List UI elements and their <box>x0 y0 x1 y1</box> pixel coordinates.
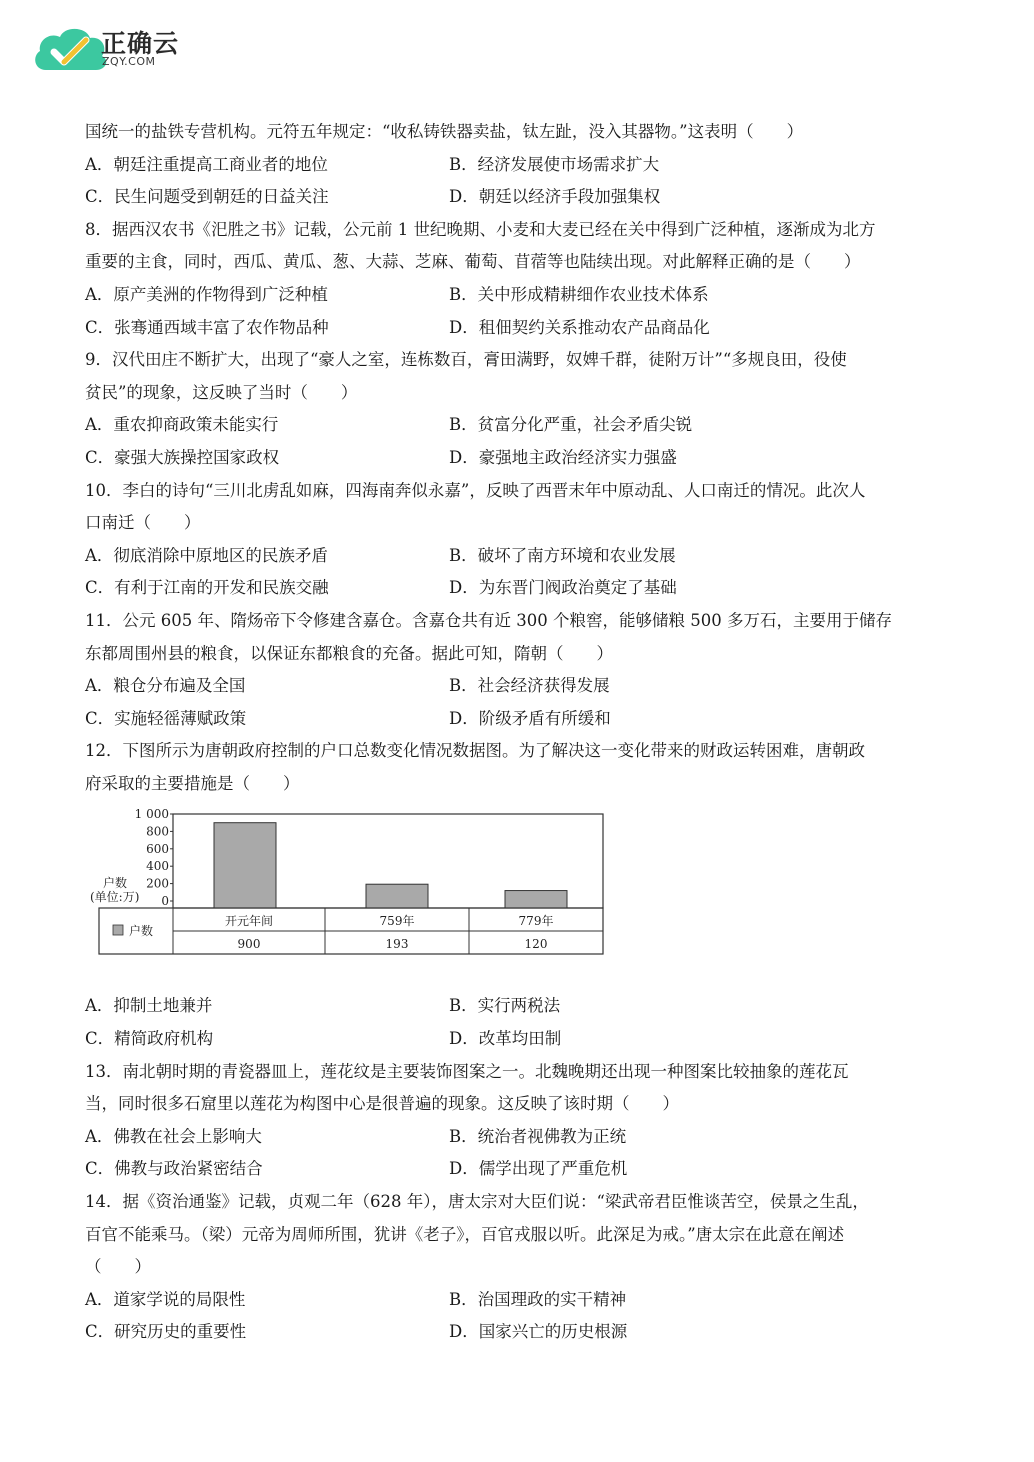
q10-option-b: B．破坏了南方环境和农业发展 <box>449 545 676 565</box>
q8-option-a: A．原产美洲的作物得到广泛种植 <box>85 284 328 304</box>
q10-options-ab <box>85 540 955 573</box>
q13-option-d: D．儒学出现了严重危机 <box>449 1159 628 1179</box>
q7-option-a: A．朝廷注重提高工商业者的地位 <box>85 154 328 174</box>
q12-option-a: A．抑制土地兼并 <box>85 996 213 1016</box>
bar-0 <box>214 823 276 908</box>
q14-option-b: B．治国理政的实干精神 <box>449 1289 627 1309</box>
q12-option-c: C．精简政府机构 <box>85 1029 214 1049</box>
bar-1 <box>366 885 428 909</box>
q8-options-cd <box>85 312 955 345</box>
q12-options-cd <box>85 1023 955 1056</box>
legend-label: 户数 <box>129 924 154 939</box>
q11-stem-line1: 11．公元 605 年、隋炀帝下令修建含嘉仓。含嘉仓共有近 300 个粮窖，能够储粮 500 多万石，主要用于储存 <box>85 610 892 630</box>
value-label: 193 <box>385 937 409 952</box>
q13-option-b: B．统治者视佛教为正统 <box>449 1126 627 1146</box>
q14-option-d: D．国家兴亡的历史根源 <box>449 1322 628 1342</box>
q10-option-a: A．彻底消除中原地区的民族矛盾 <box>85 545 328 565</box>
q12-option-d: D．改革均田制 <box>449 1029 562 1049</box>
q8-stem-line1: 8．据西汉农书《汜胜之书》记载，公元前 1 世纪晚期、小麦和大麦已经在关中得到广泛种植，逐渐成为北方 <box>85 219 876 239</box>
q8-option-c: C．张骞通西域丰富了农作物品种 <box>85 317 329 337</box>
q13-options-cd <box>85 1153 955 1186</box>
q9-option-a: A．重农抑商政策未能实行 <box>85 415 279 435</box>
q11-option-b: B．社会经济获得发展 <box>449 676 610 696</box>
question-content <box>85 116 955 1349</box>
y-axis-label-1: 户数 <box>103 876 128 891</box>
q13-options-ab <box>85 1121 955 1154</box>
brand-domain: ZQY.COM <box>102 55 156 68</box>
q7-options-ab <box>85 149 955 182</box>
y-tick-label: 200 <box>146 877 169 892</box>
bars <box>214 823 567 908</box>
q11-option-a: A．粮仓分布遍及全国 <box>85 676 246 696</box>
q12-option-b: B．实行两税法 <box>449 996 561 1016</box>
q11-option-c: C．实施轻徭薄赋政策 <box>85 708 247 728</box>
q8-option-d: D．租佃契约关系推动农产品商品化 <box>449 317 710 337</box>
q8-options-ab <box>85 279 955 312</box>
q9-stem-line1: 9．汉代田庄不断扩大，出现了“豪人之室，连栋数百，膏田满野，奴婢千群，徒附万计”“多规良田，役使 <box>85 350 847 370</box>
q9-option-d: D．豪强地主政治经济实力强盛 <box>449 447 677 467</box>
category-label: 开元年间 <box>224 914 274 929</box>
q13-stem-line2: 当，同时很多石窟里以莲花为构图中心是很普遍的现象。这反映了该时期（ ） <box>85 1094 679 1114</box>
q7-option-c: C．民生问题受到朝廷的日益关注 <box>85 187 329 207</box>
q14-option-c: C．研究历史的重要性 <box>85 1322 247 1342</box>
q10-option-d: D．为东晋门阀政治奠定了基础 <box>449 578 677 598</box>
q12-stem-line2: 府采取的主要措施是（ ） <box>85 773 300 793</box>
bar-2 <box>505 891 567 908</box>
q12-stem-line1: 12．下图所示为唐朝政府控制的户口总数变化情况数据图。为了解决这一变化带来的财政运转困难，唐朝政 <box>85 741 865 761</box>
q12-options-ab <box>85 990 955 1023</box>
household-chart <box>85 802 625 980</box>
q13-stem-line1: 13．南北朝时期的青瓷器皿上，莲花纹是主要装饰图案之一。北魏晚期还出现一种图案比较抽象的莲花瓦 <box>85 1061 849 1081</box>
q14-stem-line2: 百官不能乘马。（梁）元帝为周师所围，犹讲《老子》，百官戎服以听。此深足为戒。”唐太宗在此意在阐述 <box>85 1224 845 1244</box>
q10-stem-line1: 10．李白的诗句“三川北虏乱如麻，四海南奔似永嘉”，反映了西晋末年中原动乱、人口南迁的情况。此次人 <box>85 480 866 500</box>
q14-option-a: A．道家学说的局限性 <box>85 1289 246 1309</box>
y-tick-label: 800 <box>146 824 169 839</box>
value-label: 900 <box>237 937 261 952</box>
category-label: 779年 <box>518 914 554 929</box>
q13-option-c: C．佛教与政治紧密结合 <box>85 1159 263 1179</box>
y-tick-label: 600 <box>146 842 169 857</box>
brand-name: 正确云 <box>101 29 180 58</box>
table-cells <box>225 913 553 951</box>
q9-option-b: B．贫富分化严重，社会矛盾尖锐 <box>449 415 693 435</box>
household-bar-chart <box>85 802 625 980</box>
q14-options-ab <box>85 1284 955 1317</box>
q8-option-b: B．关中形成精耕细作农业技术体系 <box>449 284 709 304</box>
q11-options-cd <box>85 703 955 736</box>
q9-options-cd <box>85 442 955 475</box>
y-axis-ticks <box>135 807 173 908</box>
q11-stem-line2: 东都周围州县的粮食，以保证东都粮食的充备。据此可知，隋朝（ ） <box>85 643 613 663</box>
q13-option-a: A．佛教在社会上影响大 <box>85 1126 262 1146</box>
y-tick-label: 400 <box>146 859 169 874</box>
q8-stem-line2: 重要的主食，同时，西瓜、黄瓜、葱、大蒜、芝麻、葡萄、苜蓿等也陆续出现。对此解释正确的是（ ） <box>85 252 861 272</box>
q10-option-c: C．有利于江南的开发和民族交融 <box>85 578 329 598</box>
q14-stem-line3: （ ） <box>85 1257 151 1277</box>
q10-options-cd <box>85 572 955 605</box>
y-tick-label: 1 000 <box>134 807 169 822</box>
q10-stem-line2: 口南迁（ ） <box>85 513 201 533</box>
q7-stem: 国统一的盐铁专营机构。元符五年规定：“收私铸铁器卖盐，钛左趾，没入其器物。”这表明（ ） <box>85 122 804 141</box>
value-label: 120 <box>524 937 548 952</box>
y-tick-label: 0 <box>161 894 169 909</box>
q9-options-ab <box>85 409 955 442</box>
y-axis-label-2: (单位:万) <box>90 890 140 905</box>
q11-options-ab <box>85 670 955 703</box>
q7-options-cd <box>85 181 955 214</box>
q14-options-cd <box>85 1316 955 1349</box>
q7-option-b: B．经济发展使市场需求扩大 <box>449 154 660 174</box>
q9-option-c: C．豪强大族操控国家政权 <box>85 447 280 467</box>
q11-option-d: D．阶级矛盾有所缓和 <box>449 708 611 728</box>
q14-stem-line1: 14．据《资治通鉴》记载，贞观二年（628 年），唐太宗对大臣们说：“梁武帝君臣惟谈苦空，侯景之生乱， <box>85 1192 869 1212</box>
category-label: 759年 <box>379 914 415 929</box>
q9-stem-line2: 贫民”的现象，这反映了当时（ ） <box>85 382 358 402</box>
legend-swatch <box>113 925 123 935</box>
q7-option-d: D．朝廷以经济手段加强集权 <box>449 187 661 207</box>
